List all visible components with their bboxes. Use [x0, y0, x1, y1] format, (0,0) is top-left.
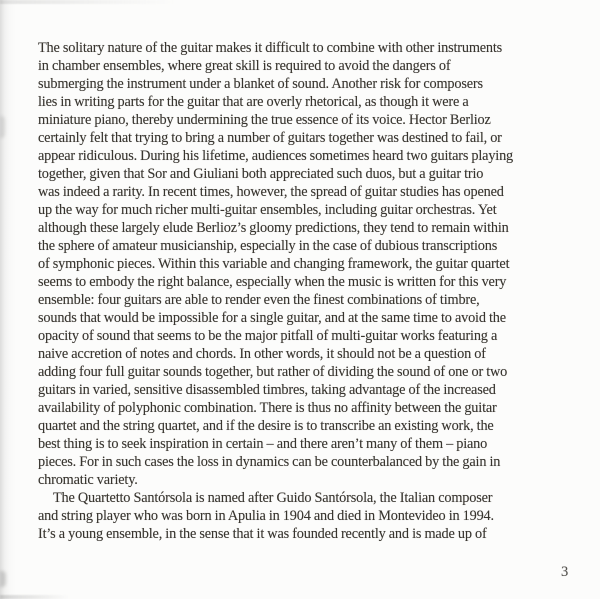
text-line: availability of polyphonic combination. There is thus no affinity between the guitar	[38, 400, 497, 416]
text-line: sounds that would be impossible for a single guitar, and at the same time to avoid the	[38, 310, 506, 326]
text-line: chromatic variety.	[38, 472, 138, 488]
text-line: up the way for much richer multi-guitar ensembles, including guitar orchestras. Yet	[38, 202, 497, 218]
text-line: lies in writing parts for the guitar that are overly rhetorical, as though it were a	[38, 94, 469, 110]
text-line: pieces. For in such cases the loss in dynamics can be counterbalanced by the gain in	[38, 454, 501, 470]
text-line: seems to embody the right balance, especially when the music is written for this very	[38, 274, 507, 290]
text-line: naive accretion of notes and chords. In other words, it should not be a question of	[38, 346, 486, 362]
text-line: submerging the instrument under a blanket of sound. Another risk for composers	[38, 76, 483, 92]
text-line: in chamber ensembles, where great skill is required to avoid the dangers of	[38, 58, 451, 74]
scan-gutter-shadow	[0, 0, 16, 599]
text-line: certainly felt that trying to bring a number of guitars together was destined to fail, or	[38, 130, 502, 146]
text-line: miniature piano, thereby undermining the true essence of its voice. Hector Berlioz	[38, 112, 491, 128]
text-line: The solitary nature of the guitar makes it difficult to combine with other instruments	[38, 40, 503, 56]
text-line: The Quartetto Santórsola is named after Guido Santórsola, the Italian composer	[53, 490, 493, 506]
scan-edge-smudge	[0, 116, 5, 138]
scan-edge-smudge	[0, 571, 6, 587]
text-line: It’s a young ensemble, in the sense that it was founded recently and is made up of	[38, 526, 487, 542]
scan-top-streak	[0, 0, 175, 4]
text-line: appear ridiculous. During his lifetime, audiences sometimes heard two guitars playing	[38, 148, 514, 164]
text-line: although these largely elude Berlioz’s gloomy predictions, they tend to remain within	[38, 220, 509, 236]
text-line: was indeed a rarity. In recent times, however, the spread of guitar studies has opened	[38, 184, 504, 200]
page-number: 3	[561, 564, 569, 580]
scan-bottom-streak	[0, 595, 70, 599]
text-line: of symphonic pieces. Within this variable and changing framework, the guitar quartet	[38, 256, 510, 272]
text-line: guitars in varied, sensitive disassembled timbres, taking advantage of the increased	[38, 382, 496, 398]
text-line: best thing is to seek inspiration in certain – and there aren’t many of them – piano	[38, 436, 488, 452]
text-line: ensemble: four guitars are able to render even the finest combinations of timbre,	[38, 292, 480, 308]
text-line: opacity of sound that seems to be the major pitfall of multi-guitar works featuring a	[38, 328, 498, 344]
text-line: quartet and the string quartet, and if the desire is to transcribe an existing work, the	[38, 418, 494, 434]
text-line: the sphere of amateur musicianship, especially in the case of dubious transcriptions	[38, 238, 498, 254]
text-line: together, given that Sor and Giuliani both appreciated such duos, but a guitar trio	[38, 166, 484, 182]
text-line: and string player who was born in Apulia in 1904 and died in Montevideo in 1994.	[38, 508, 494, 524]
text-line: adding four full guitar sounds together, but rather of dividing the sound of one or two	[38, 364, 508, 380]
body-text	[38, 39, 578, 543]
